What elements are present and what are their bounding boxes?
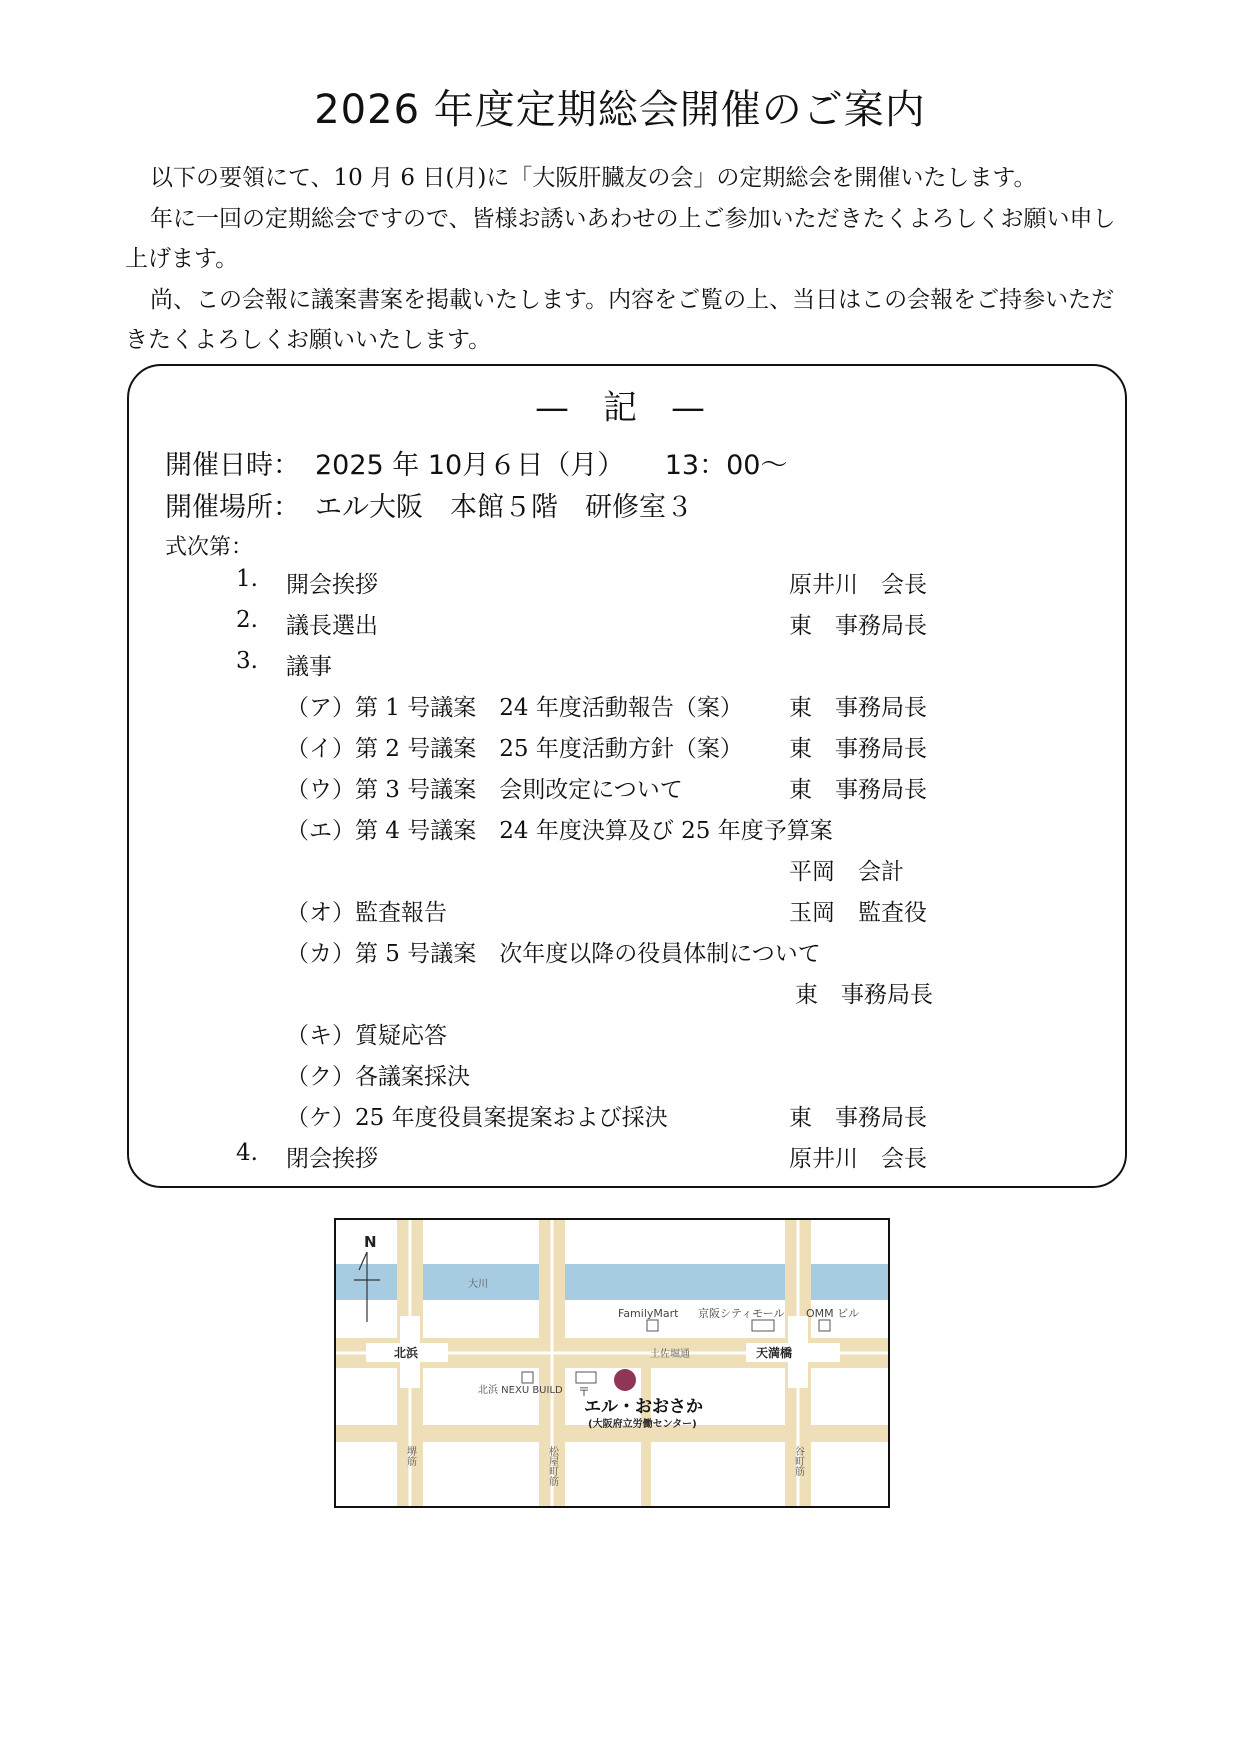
agenda-number: 2. [236,607,258,633]
intro-text [125,158,1125,361]
tosabori-label: 土佐堀通 [650,1349,690,1360]
agenda-person: 原井川 会長 [789,572,927,598]
agenda-person: 東 事務局長 [789,777,927,803]
tenmabashi-label: 天満橋 [756,1346,793,1360]
agenda-title: 議長選出 [286,613,378,639]
agenda-subitem-title: （ケ）25 年度役員案提案および採決 [286,1105,668,1131]
matsuyamachi-label: 松屋町筋 [546,1446,558,1486]
nexu-label: 北浜 NEXU BUILD [478,1385,563,1396]
el-osaka-label: エル・おおさか [584,1397,703,1417]
place-label: 開催場所： [165,492,300,523]
agenda-number: 3. [236,648,258,674]
citymall-label: 京阪シティモール [698,1307,785,1320]
intro-paragraph-3: 尚、この会報に議案書案を掲載いたします。内容をご覧の上、当日はこの会報をご持参いただきたくよろしくお願いいたします。 [125,286,1115,353]
familymart-marker [647,1320,658,1331]
access-map [334,1218,890,1508]
agenda-title: 議事 [286,654,332,680]
side-street [641,1368,651,1506]
datetime-value: 2025 年 10月６日（月） 13：00～ [315,450,788,481]
building-marker [576,1372,596,1383]
place-line [165,485,693,524]
post-office-icon: 〒 [578,1385,591,1399]
map-canvas [336,1220,888,1506]
datetime-line [165,443,787,482]
agenda-subitem-title: （エ）第 4 号議案 24 年度決算及び 25 年度予算案 [286,818,833,844]
agenda-person: 東 事務局長 [789,736,927,762]
el-osaka-sublabel: (大阪府立労働センター) [588,1419,697,1430]
agenda-title: 開会挨拶 [286,572,378,598]
intro-paragraph-1: 以下の要領にて、10 月 6 日(月)に「大阪肝臓友の会」の定期総会を開催いたします。 [150,165,1037,191]
agenda-subitem-title: （ウ）第 3 号議案 会則改定について [286,777,683,803]
sakaisuji-label: 堺筋 [404,1446,416,1466]
agenda-person: 東 事務局長 [789,695,927,721]
program-label: 式次第： [165,535,254,560]
agenda-subitem-title: （ク）各議案採決 [286,1064,470,1090]
el-osaka-marker [614,1369,636,1391]
agenda-subitem-title: （キ）質疑応答 [286,1023,447,1049]
place-value: エル大阪 本館５階 研修室３ [315,492,693,523]
tanimachi-label: 谷町筋 [792,1446,804,1476]
agenda-person: 東 事務局長 [795,982,933,1008]
intro-paragraph-2: 年に一回の定期総会ですので、皆様お誘いあわせの上ご参加いただきたくよろしくお願い申し上げます。 [125,205,1116,272]
datetime-label: 開催日時： [165,450,300,481]
familymart-label: FamilyMart [618,1307,679,1320]
agenda-subitem-title: （イ）第 2 号議案 25 年度活動方針（案） [286,736,743,762]
agenda-person: 原井川 会長 [789,1146,927,1172]
agenda-person: 東 事務局長 [789,613,927,639]
ki-heading: — 記 — [535,388,705,428]
agenda-person: 玉岡 監査役 [789,900,927,926]
omm-marker [819,1320,830,1331]
agenda-subitem-title: （ア）第 1 号議案 24 年度活動報告（案） [286,695,743,721]
agenda-title: 閉会挨拶 [286,1146,378,1172]
agenda-subitem-title: （オ）監査報告 [286,900,447,926]
citymall-marker [752,1320,774,1331]
river-label: 大川 [468,1279,488,1290]
kitahama-label: 北浜 [394,1346,419,1360]
agenda-subitem-title: （カ）第 5 号議案 次年度以降の役員体制について [286,941,821,967]
agenda-number: 1. [236,566,258,592]
omm-label: OMM ビル [806,1307,860,1320]
north-label: N [364,1233,377,1251]
nexu-marker [522,1372,533,1383]
agenda-number: 4. [236,1140,258,1166]
page-title: 2026 年度定期総会開催のご案内 [314,87,926,133]
agenda-person: 東 事務局長 [789,1105,927,1131]
agenda-person: 平岡 会計 [789,859,904,885]
